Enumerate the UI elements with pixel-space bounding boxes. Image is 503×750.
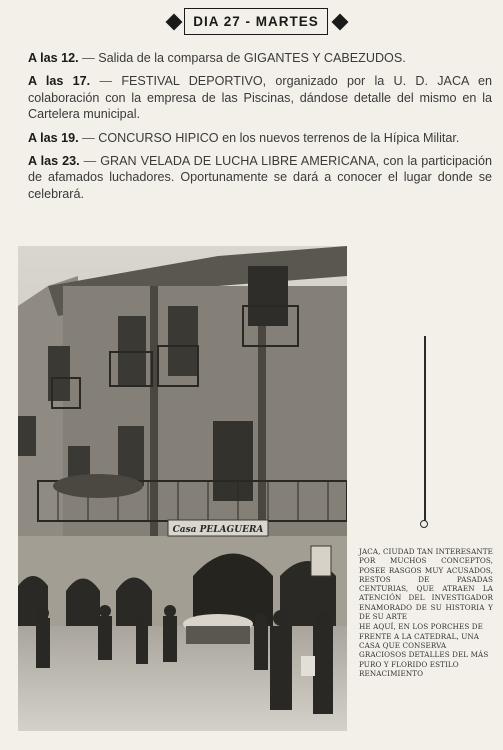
decorative-vertical-line (424, 336, 426, 522)
event-time: A las 23. (28, 154, 80, 169)
event-item (28, 73, 492, 122)
event-schedule (28, 50, 492, 209)
diamond-ornament-icon (166, 14, 183, 31)
street-photo (18, 246, 347, 731)
event-dash: — (82, 130, 95, 145)
renaissance-house-illustration (18, 246, 347, 731)
caption-paragraph: JACA, CIUDAD TAN INTERESANTE POR MUCHOS CONCEPTOS, POSEE RASGOS MUY ACUSADOS, RESTOS DE PASADAS CENTURIAS, QUE ATRAEN LA ATENCIÓN DEL INVESTIGADOR ENAMORADO DE SU HISTORIA Y DE SU ARTE (359, 547, 493, 622)
event-item (28, 153, 492, 202)
event-item (28, 130, 492, 146)
event-item (28, 50, 492, 66)
day-title: DIA 27 - MARTES (184, 8, 328, 35)
page-header (0, 8, 503, 38)
event-description: Salida de la comparsa de GIGANTES Y CABEZUDOS. (98, 51, 406, 65)
event-description: GRAN VELADA DE LUCHA LIBRE AMERICANA, con la participación de afamados luchadores. Oportunamente se dará a conocer el lugar donde se celebrará. (28, 154, 492, 201)
diamond-ornament-icon (332, 14, 349, 31)
event-dash: — (82, 51, 95, 65)
photo-caption (359, 547, 493, 679)
caption-paragraph: HE AQUÍ, EN LOS PORCHES DE FRENTE A LA CATEDRAL, UNA CASA QUE CONSERVA GRACIOSOS DETALLES DEL MÁS PURO Y FLORIDO ESTILO RENACIMIENTO (359, 622, 489, 678)
event-dash: — (83, 154, 97, 169)
circle-ornament-icon (420, 520, 428, 528)
event-dash: — (99, 74, 113, 89)
event-time: A las 19. (28, 130, 79, 145)
event-description: CONCURSO HIPICO en los nuevos terrenos de la Hípica Militar. (98, 130, 460, 145)
shop-sign-text: Casa PELAGUERA (172, 525, 264, 535)
event-description: FESTIVAL DEPORTIVO, organizado por la U. D. JACA en colaboración con la empresa de las Piscinas, dándose detalle del mismo en la Cartelera municipal. (28, 74, 493, 122)
event-time: A las 12. (28, 51, 79, 65)
event-time: A las 17. (28, 74, 91, 89)
